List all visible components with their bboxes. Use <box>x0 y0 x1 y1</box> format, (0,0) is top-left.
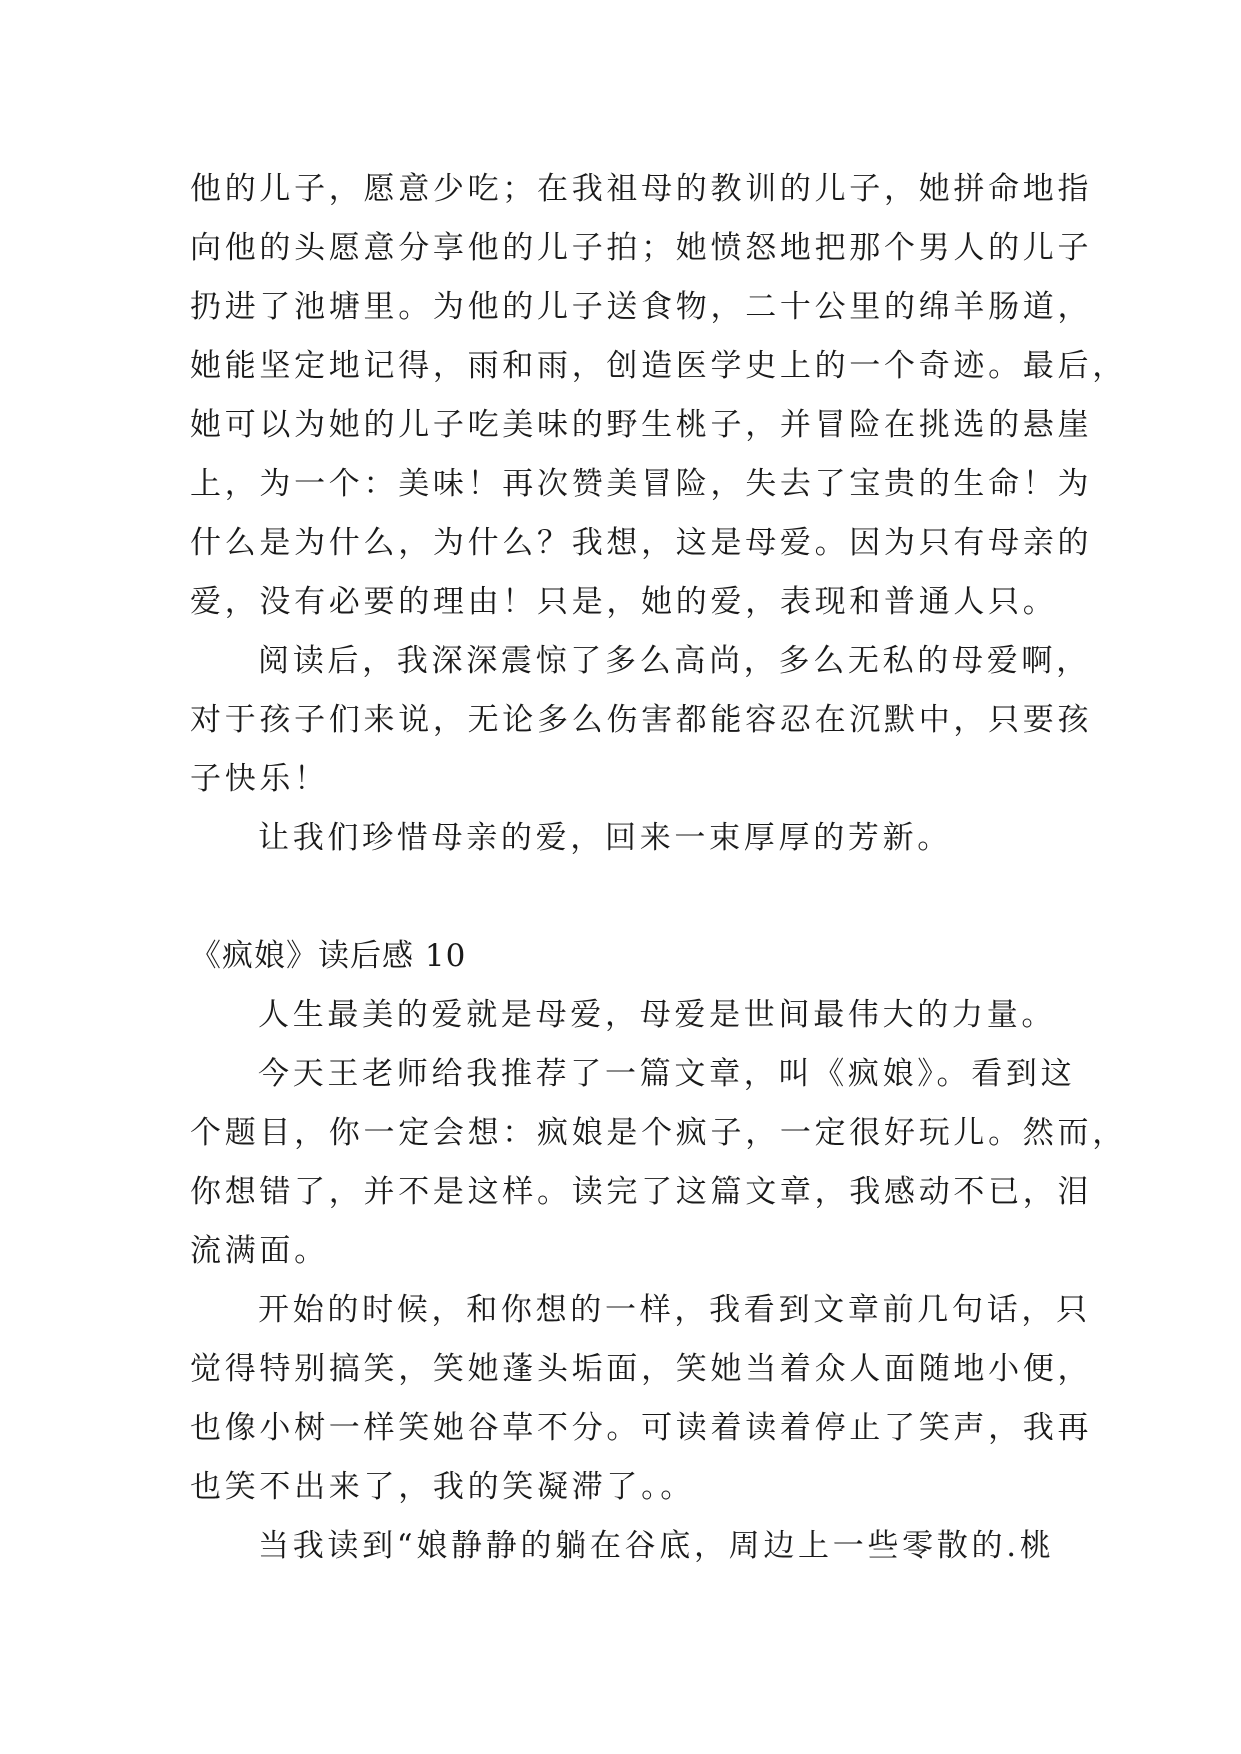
text-line: 向他的头愿意分享他的儿子拍；她愤怒地把那个男人的儿子 <box>190 230 1093 266</box>
text-line: 流满面。 <box>190 1233 329 1269</box>
paragraph <box>190 1281 1093 1517</box>
paragraph <box>190 1517 1060 1576</box>
paragraph <box>190 809 1060 868</box>
text-line: 人生最美的爱就是母爱，母爱是世间最伟大的力量。 <box>258 997 1057 1033</box>
text-line: 开始的时候，和你想的一样，我看到文章前几句话，只 <box>258 1292 1091 1328</box>
text-line: 他的儿子，愿意少吃；在我祖母的教训的儿子，她拼命地指 <box>190 171 1093 207</box>
section-title: 《疯娘》读后感 10 <box>190 938 467 974</box>
document-page <box>190 160 1127 1576</box>
text-line: 阅读后，我深深震惊了多么高尚，多么无私的母爱啊， <box>258 643 1091 679</box>
text-line: 个题目，你一定会想：疯娘是个疯子，一定很好玩儿。然而， <box>190 1115 1127 1151</box>
text-line: 爱，没有必要的理由！只是，她的爱，表现和普通人只。 <box>190 584 1058 620</box>
text-line: 她可以为她的儿子吃美味的野生桃子，并冒险在挑选的悬崖 <box>190 407 1093 443</box>
text-line: 子快乐！ <box>190 761 329 797</box>
text-line: 也像小树一样笑她谷草不分。可读着读着停止了笑声，我再 <box>190 1410 1093 1446</box>
text-line: 扔进了池塘里。为他的儿子送食物，二十公里的绵羊肠道， <box>190 289 1093 325</box>
text-line: 对于孩子们来说，无论多么伤害都能容忍在沉默中，只要孩 <box>190 702 1093 738</box>
paragraph <box>190 632 1093 809</box>
paragraph <box>190 1045 1127 1281</box>
text-line: 什么是为什么，为什么？我想，这是母爱。因为只有母亲的 <box>190 525 1093 561</box>
text-line: 让我们珍惜母亲的爱，回来一束厚厚的芳新。 <box>258 820 952 856</box>
text-line: 觉得特别搞笑，笑她蓬头垢面，笑她当着众人面随地小便， <box>190 1351 1093 1387</box>
text-line: 也笑不出来了，我的笑凝滞了。。 <box>190 1469 695 1505</box>
spacer <box>190 868 1060 927</box>
text-line: 当我读到“娘静静的躺在谷底，周边上一些零散的.桃 <box>258 1528 1055 1564</box>
text-line: 上，为一个：美味！再次赞美冒险，失去了宝贵的生命！为 <box>190 466 1093 502</box>
text-line: 她能坚定地记得，雨和雨，创造医学史上的一个奇迹。最后， <box>190 348 1127 384</box>
paragraph-continued <box>190 160 1127 632</box>
text-line: 今天王老师给我推荐了一篇文章，叫《疯娘》。看到这 <box>258 1056 1076 1092</box>
text-line: 你想错了，并不是这样。读完了这篇文章，我感动不已，泪 <box>190 1174 1093 1210</box>
paragraph <box>190 986 1060 1045</box>
